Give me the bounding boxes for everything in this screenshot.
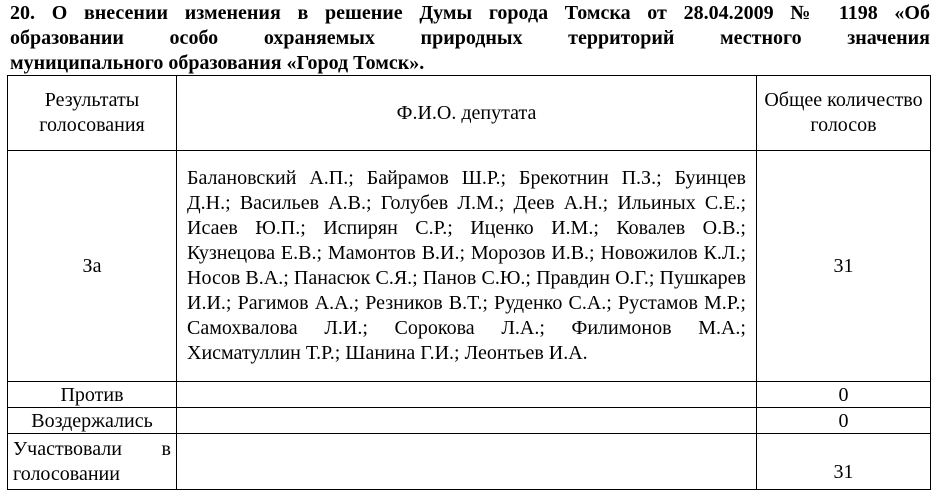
heading-line-3: муниципального образования «Город Томск». bbox=[10, 52, 425, 74]
result-label: Против bbox=[8, 382, 177, 408]
result-label: За bbox=[8, 151, 177, 382]
heading-line-1: 20. О внесении изменения в решение Думы города Томска от 28.04.2009 № 1198 «Об bbox=[10, 2, 930, 24]
vote-count: 0 bbox=[757, 408, 931, 434]
table-row bbox=[8, 382, 931, 408]
table-row bbox=[8, 151, 931, 382]
table-header-row bbox=[8, 76, 931, 151]
vote-count: 31 bbox=[757, 434, 931, 490]
heading-line-2: образовании особо охраняемых природных территорий местного значения bbox=[10, 27, 930, 49]
deputy-names bbox=[177, 382, 757, 408]
header-total-votes: Общее количество голосов bbox=[757, 76, 931, 151]
resolution-heading bbox=[10, 1, 930, 76]
result-label: Воздержались bbox=[8, 408, 177, 434]
table-row bbox=[8, 408, 931, 434]
header-voting-results: Результаты голосования bbox=[8, 76, 177, 151]
vote-count: 31 bbox=[757, 151, 931, 382]
result-label: Участвовали в голосовании bbox=[8, 434, 177, 490]
voting-results-table bbox=[7, 75, 931, 490]
vote-count: 0 bbox=[757, 382, 931, 408]
table-row bbox=[8, 434, 931, 490]
deputy-names: Балановский А.П.; Байрамов Ш.Р.; Брекотнин П.З.; Буинцев Д.Н.; Васильев А.В.; Голубев Л.М.; Деев А.Н.; Ильиных С.Е.; Исаев Ю.П.; Испирян С.Р.; Иценко И.М.; Ковалев О.В.; Кузнецова Е.В.; Мамонтов В.И.; Морозов И.В.; Новожилов К.Л.; Носов В.А.; Панасюк С.Я.; Панов С.Ю.; Правдин О.Г.; Пушкарев И.И.; Рагимов А.А.; Резников В.Т.; Руденко С.А.; Рустамов М.Р.; Самохвалова Л.И.; Сорокова Л.А.; Филимонов М.А.; Хисматуллин Т.Р.; Шанина Г.И.; Леонтьев И.А. bbox=[177, 151, 757, 382]
header-deputy-names: Ф.И.О. депутата bbox=[177, 76, 757, 151]
deputy-names bbox=[177, 434, 757, 490]
deputy-names bbox=[177, 408, 757, 434]
